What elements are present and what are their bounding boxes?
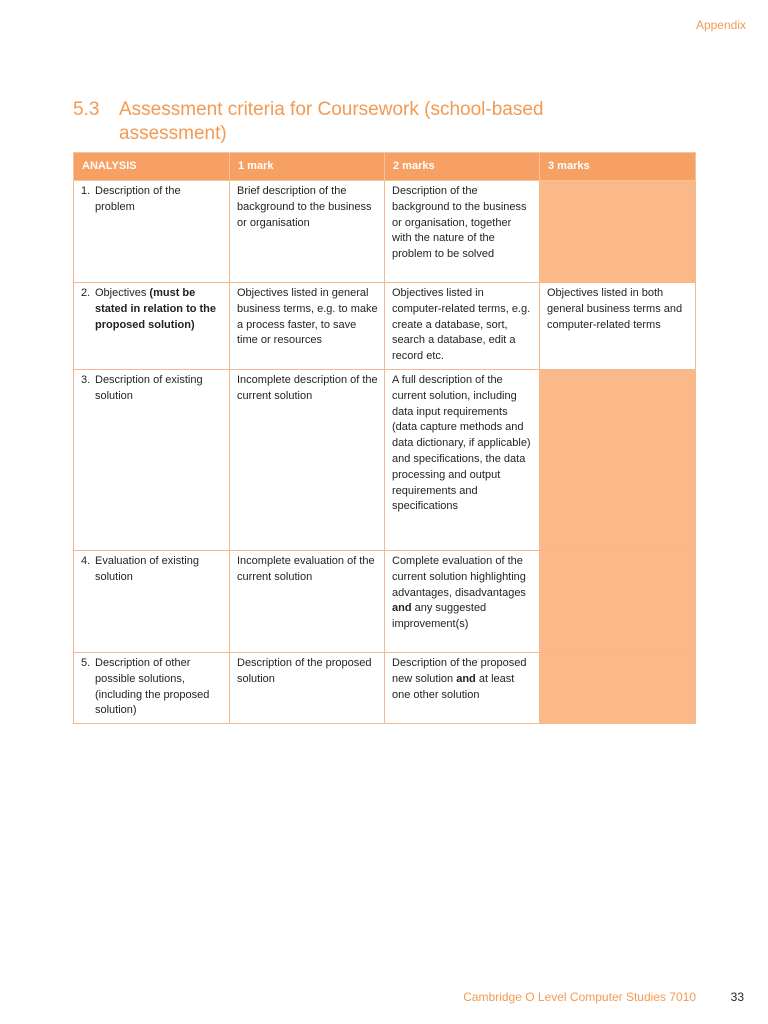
mark2-cell xyxy=(385,550,540,652)
mark2-text-after: any suggested improvement(s) xyxy=(392,602,487,631)
criterion-text: Description of other possible solutions, (including the proposed solution) xyxy=(95,656,210,717)
mark2-bold-text: and xyxy=(392,602,412,615)
mark3-cell-empty xyxy=(540,550,696,652)
table-header-row xyxy=(74,153,696,181)
mark2-cell xyxy=(385,181,540,283)
criterion-number: 5. xyxy=(81,656,91,669)
mark3-cell-empty xyxy=(540,652,696,723)
mark1-cell: Description of the proposed solution xyxy=(230,652,385,723)
mark2-text: A full description of the current solution, including data input requirements (data capture methods and data dictionary, if applicable) and specifications, the data processing and output requirements and specifications xyxy=(392,373,531,513)
criterion-cell xyxy=(74,652,230,723)
mark2-bold-text: and xyxy=(456,672,476,685)
section-title-text: Assessment criteria for Coursework (school-based assessment) xyxy=(119,99,544,144)
mark1-cell: Incomplete description of the current solution xyxy=(230,369,385,550)
mark3-cell-empty xyxy=(540,181,696,283)
table-row xyxy=(74,283,696,370)
criterion-number: 3. xyxy=(81,373,91,386)
footer-title: Cambridge O Level Computer Studies 7010 xyxy=(463,990,696,1004)
criterion-number: 1. xyxy=(81,185,91,197)
mark2-text: Complete evaluation of the current solution highlighting advantages, disadvantages xyxy=(392,554,526,599)
page-number: 33 xyxy=(730,990,744,1004)
mark1-cell: Brief description of the background to the business or organisation xyxy=(230,181,385,283)
criterion-number: 2. xyxy=(81,287,91,299)
section-title xyxy=(73,98,633,146)
mark3-cell-empty xyxy=(540,369,696,550)
mark2-text-after: at least one other solution xyxy=(392,672,515,701)
mark3-cell: Objectives listed in both general business terms and computer-related terms xyxy=(540,283,696,370)
criterion-cell xyxy=(74,369,230,550)
criterion-bold-text: (must be stated in relation to the proposed solution) xyxy=(95,287,217,331)
mark2-cell xyxy=(385,369,540,550)
section-number: 5.3 xyxy=(73,99,100,120)
mark2-text: Description of the background to the business or organisation, together with the nature of the problem to be solved xyxy=(392,185,527,261)
table-row xyxy=(74,181,696,283)
header-3-marks: 3 marks xyxy=(540,153,696,181)
table-row xyxy=(74,652,696,723)
table-row xyxy=(74,369,696,550)
criterion-cell xyxy=(74,283,230,370)
mark2-cell xyxy=(385,652,540,723)
mark2-text: Objectives listed in computer-related terms, e.g. create a database, sort, search a database, edit a record etc. xyxy=(392,287,531,363)
mark2-cell xyxy=(385,283,540,370)
criterion-text: Evaluation of existing solution xyxy=(95,554,199,583)
assessment-criteria-table xyxy=(73,152,696,724)
criterion-text: Description of existing solution xyxy=(95,373,203,402)
criterion-text: Objectives xyxy=(95,287,147,299)
criterion-number: 4. xyxy=(81,554,91,567)
mark1-cell: Objectives listed in general business terms, e.g. to make a process faster, to save time or resources xyxy=(230,283,385,370)
mark2-text: Description of the proposed new solution xyxy=(392,656,527,685)
header-analysis: ANALYSIS xyxy=(74,153,230,181)
criterion-text: Description of the problem xyxy=(95,185,181,213)
criterion-cell xyxy=(74,181,230,283)
running-head: Appendix xyxy=(695,18,746,32)
mark1-cell: Incomplete evaluation of the current solution xyxy=(230,550,385,652)
header-1-mark: 1 mark xyxy=(230,153,385,181)
table-row xyxy=(74,550,696,652)
criterion-cell xyxy=(74,550,230,652)
header-2-marks: 2 marks xyxy=(385,153,540,181)
